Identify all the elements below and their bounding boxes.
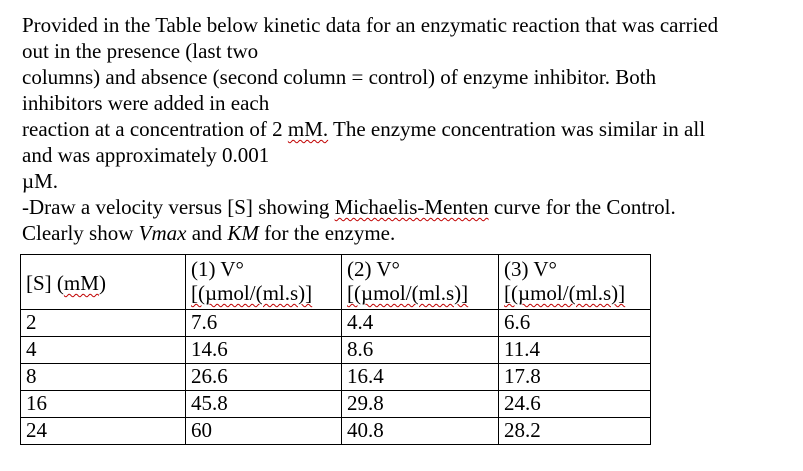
text-run: for the enzyme.	[258, 221, 396, 245]
table-header-row	[21, 255, 651, 310]
header-text: [S] (	[26, 271, 64, 295]
table-cell: 40.8	[342, 418, 499, 445]
text-run: The enzyme concentration was similar in all	[328, 117, 706, 141]
table-row	[21, 418, 651, 445]
header-text: (1) V°	[191, 257, 244, 281]
paragraph-line: and was approximately 0.001	[22, 143, 270, 167]
question-paragraph	[22, 12, 800, 246]
paragraph-line: inhibitors were added in each	[22, 91, 270, 115]
text-run: -Draw a velocity versus [S] showing	[22, 195, 335, 219]
table-cell: 24.6	[499, 391, 651, 418]
table-cell: 16	[21, 391, 186, 418]
header-unit: [(µmol/(ml.s)]	[504, 281, 626, 305]
table-cell: 24	[21, 418, 186, 445]
table-cell: 26.6	[186, 364, 342, 391]
spellcheck-word-michaelis-menten: Michaelis-Menten	[334, 195, 489, 219]
paragraph-line-show	[22, 220, 800, 246]
text-run: reaction at a concentration of 2	[22, 117, 288, 141]
paragraph-line-task	[22, 194, 800, 220]
table-cell: 29.8	[342, 391, 499, 418]
paragraph-line: µM.	[22, 169, 59, 193]
table-cell: 8	[21, 364, 186, 391]
table-cell: 16.4	[342, 364, 499, 391]
header-velocity-control	[186, 255, 342, 310]
km-term: KM	[227, 221, 259, 245]
header-velocity-inhibitor-2	[499, 255, 651, 310]
table-cell: 2	[21, 310, 186, 337]
header-unit: [(µmol/(ml.s)]	[347, 281, 469, 305]
vmax-term: Vmax	[138, 221, 187, 245]
table-row	[21, 337, 651, 364]
table-cell: 7.6	[186, 310, 342, 337]
text-run: curve for the Control.	[488, 195, 676, 219]
paragraph-line: columns) and absence (second column = control) of enzyme inhibitor. Both	[22, 65, 657, 89]
header-text: (2) V°	[347, 257, 400, 281]
header-substrate	[21, 255, 186, 310]
kinetic-data-table	[20, 254, 651, 445]
header-text: )	[98, 271, 106, 295]
header-velocity-inhibitor-1	[342, 255, 499, 310]
text-run: and	[186, 221, 228, 245]
paragraph-line: out in the presence (last two	[22, 39, 259, 63]
table-cell: 6.6	[499, 310, 651, 337]
paragraph-line: Provided in the Table below kinetic data for an enzymatic reaction that was carried	[22, 13, 719, 37]
table-cell: 11.4	[499, 337, 651, 364]
spellcheck-word-mm: mM.	[287, 117, 329, 141]
table-cell: 17.8	[499, 364, 651, 391]
table-cell: 45.8	[186, 391, 342, 418]
table-cell: 28.2	[499, 418, 651, 445]
spellcheck-word-mm: mM	[63, 271, 99, 295]
table-cell: 4.4	[342, 310, 499, 337]
text-run: Clearly show	[22, 221, 139, 245]
table-row	[21, 391, 651, 418]
table-cell: 14.6	[186, 337, 342, 364]
header-unit: [(µmol/(ml.s)]	[191, 281, 313, 305]
paragraph-line-concentration	[22, 116, 800, 142]
table-cell: 8.6	[342, 337, 499, 364]
table-row	[21, 310, 651, 337]
table-row	[21, 364, 651, 391]
table-cell: 4	[21, 337, 186, 364]
header-text: (3) V°	[504, 257, 557, 281]
table-cell: 60	[186, 418, 342, 445]
